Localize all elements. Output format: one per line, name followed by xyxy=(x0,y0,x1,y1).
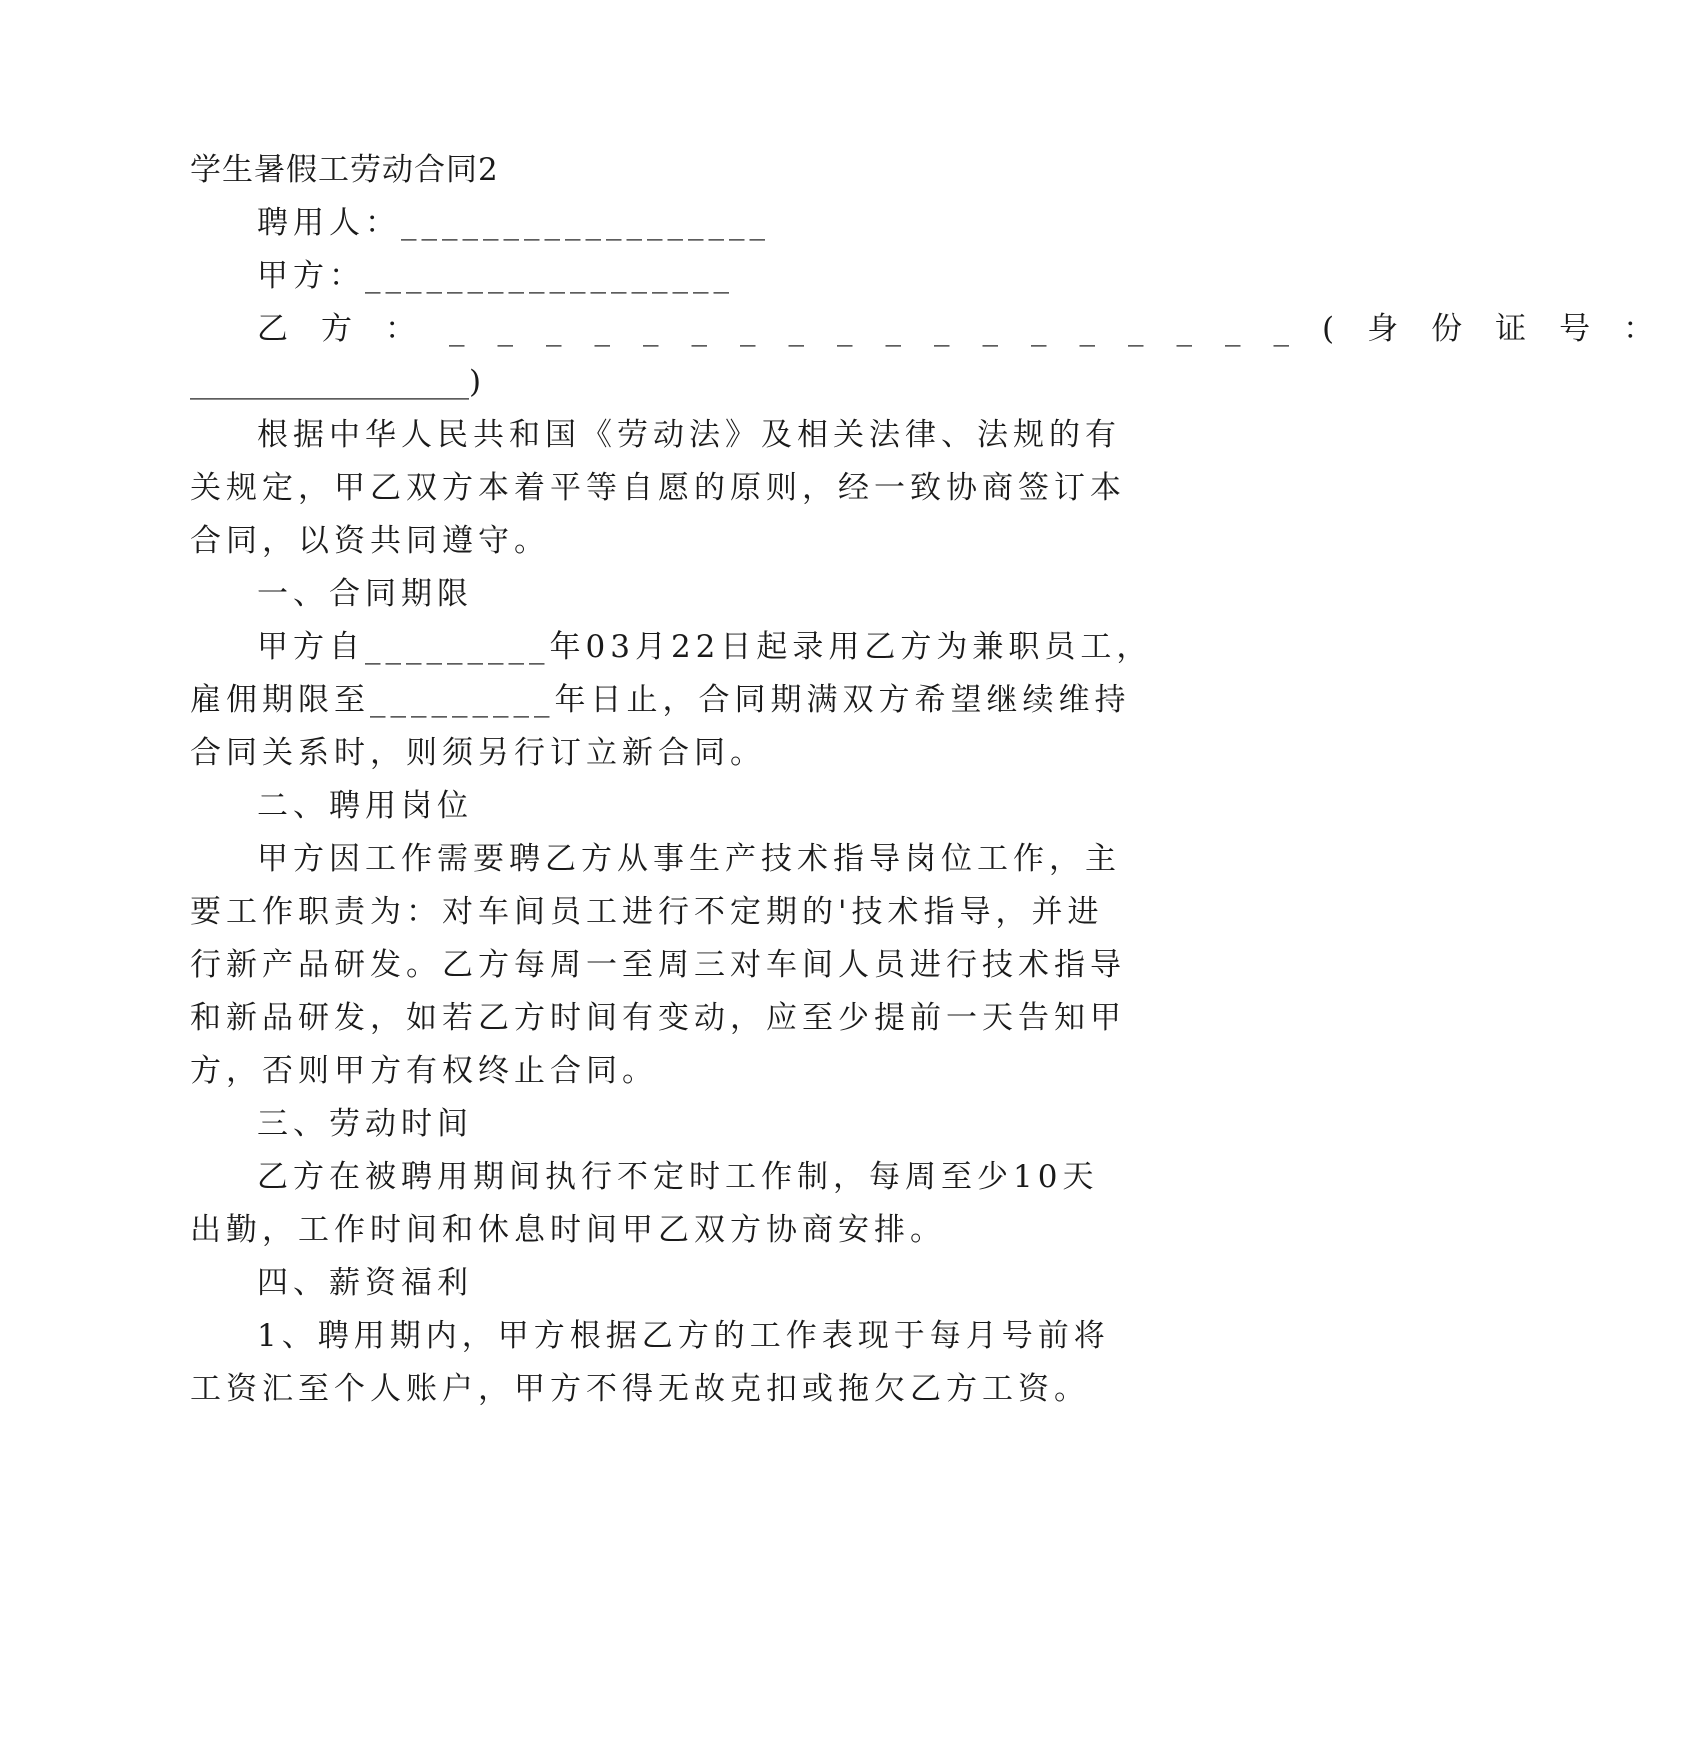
intro-line: 关规定，甲乙双方本着平等自愿的原则，经一致协商签订本 xyxy=(190,470,1126,506)
section-line: 合同关系时，则须另行订立新合同。 xyxy=(190,735,766,771)
employer-field: 聘用人：__________________ xyxy=(257,205,770,241)
intro-line: 合同，以资共同遵守。 xyxy=(190,523,550,559)
party-b-id-continuation: __________________) xyxy=(190,364,482,400)
section-heading-salary: 四、薪资福利 xyxy=(257,1265,473,1301)
section-line: 1、聘用期内，甲方根据乙方的工作表现于每月号前将 xyxy=(257,1318,1110,1354)
intro-line: 根据中华人民共和国《劳动法》及相关法律、法规的有 xyxy=(257,417,1121,453)
document-title: 学生暑假工劳动合同2 xyxy=(190,152,499,188)
section-line: 方，否则甲方有权终止合同。 xyxy=(190,1053,658,1089)
section-line: 甲方自_________年03月22日起录用乙方为兼职员工， xyxy=(257,629,1153,665)
section-heading-working-hours: 三、劳动时间 xyxy=(257,1106,473,1142)
section-line: 乙方在被聘用期间执行不定时工作制，每周至少10天 xyxy=(257,1159,1099,1195)
party-a-field: 甲方：__________________ xyxy=(257,258,734,294)
section-heading-term: 一、合同期限 xyxy=(257,576,473,612)
section-line: 和新品研发，如若乙方时间有变动，应至少提前一天告知甲 xyxy=(190,1000,1126,1036)
section-line: 雇佣期限至_________年日止，合同期满双方希望继续维持 xyxy=(190,682,1131,718)
section-line: 工资汇至个人账户，甲方不得无故克扣或拖欠乙方工资。 xyxy=(190,1371,1090,1407)
section-line: 要工作职责为：对车间员工进行不定期的'技术指导，并进 xyxy=(190,894,1104,930)
section-heading-position: 二、聘用岗位 xyxy=(257,788,473,824)
section-line: 出勤，工作时间和休息时间甲乙双方协商安排。 xyxy=(190,1212,946,1248)
party-b-field: 乙方：__________________(身份证号： xyxy=(257,311,1687,347)
section-line: 行新产品研发。乙方每周一至周三对车间人员进行技术指导 xyxy=(190,947,1126,983)
section-line: 甲方因工作需要聘乙方从事生产技术指导岗位工作，主 xyxy=(257,841,1121,877)
